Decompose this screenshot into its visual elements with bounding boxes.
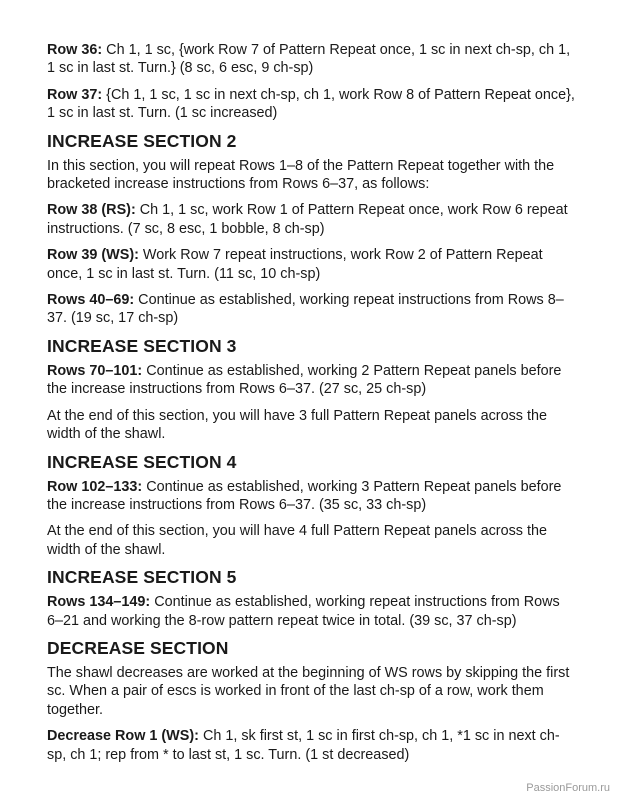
para-section-2-intro: In this section, you will repeat Rows 1–8 of the Pattern Repeat together with the bracketed increase instructions from Rows 6–37, as follows: bbox=[47, 157, 555, 193]
heading-increase-section-4: INCREASE SECTION 4 bbox=[47, 451, 237, 472]
para-section-3-end: At the end of this section, you will have 3 full Pattern Repeat panels across the width of the shawl. bbox=[47, 407, 547, 443]
para-decrease-row-1: Decrease Row 1 (WS): Ch 1, sk first st, 1 sc in first ch-sp, ch 1, *1 sc in next ch-sp, ch 1; rep from * to last st, 1 sc. Turn. (1 st decreased) bbox=[47, 728, 560, 763]
document-page bbox=[47, 41, 575, 772]
para-row-39: Row 39 (WS): Work Row 7 repeat instructions, work Row 2 of Pattern Repeat once, 1 sc in last st. Turn. (11 sc, 10 ch-sp) bbox=[47, 247, 543, 282]
para-section-4-end: At the end of this section, you will have 4 full Pattern Repeat panels across the width of the shawl. bbox=[47, 523, 547, 558]
heading-increase-section-2: INCREASE SECTION 2 bbox=[47, 130, 237, 151]
para-rows-134-149: Rows 134–149: Continue as established, working repeat instructions from Rows 6–21 and working the 8-row pattern repeat twice in total. (39 sc, 37 ch-sp) bbox=[47, 594, 560, 629]
heading-increase-section-5: INCREASE SECTION 5 bbox=[47, 567, 237, 588]
heading-decrease-section: DECREASE SECTION bbox=[47, 637, 229, 658]
para-rows-70-101: Rows 70–101: Continue as established, working 2 Pattern Repeat panels before the increase instructions from Rows 6–37. (27 sc, 25 ch-sp) bbox=[47, 362, 562, 398]
para-row-36: Row 36: Ch 1, 1 sc, {work Row 7 of Pattern Repeat once, 1 sc in next ch-sp, ch 1, 1 sc in last st. Turn.} (8 sc, 6 esc, 9 ch-sp) bbox=[47, 42, 571, 77]
para-rows-40-69: Rows 40–69: Continue as established, working repeat instructions from Rows 8–37. (19 sc, 17 ch-sp) bbox=[47, 292, 564, 327]
para-row-102-133: Row 102–133: Continue as established, working 3 Pattern Repeat panels before the increase instructions from Rows 6–37. (35 sc, 33 ch-sp) bbox=[47, 478, 562, 513]
watermark: PassionForum.ru bbox=[526, 782, 610, 794]
para-row-38: Row 38 (RS): Ch 1, 1 sc, work Row 1 of Pattern Repeat once, work Row 6 repeat instructions. (7 sc, 8 esc, 1 bobble, 8 ch-sp) bbox=[47, 202, 568, 237]
para-decrease-intro: The shawl decreases are worked at the beginning of WS rows by skipping the first sc. When a pair of escs is worked in front of the last ch-sp of a row, work them together. bbox=[47, 664, 570, 718]
heading-increase-section-3: INCREASE SECTION 3 bbox=[47, 335, 237, 356]
para-row-37: Row 37: {Ch 1, 1 sc, 1 sc in next ch-sp, ch 1, work Row 8 of Pattern Repeat once}, 1 sc in last st. Turn. (1 sc increased) bbox=[47, 86, 575, 122]
